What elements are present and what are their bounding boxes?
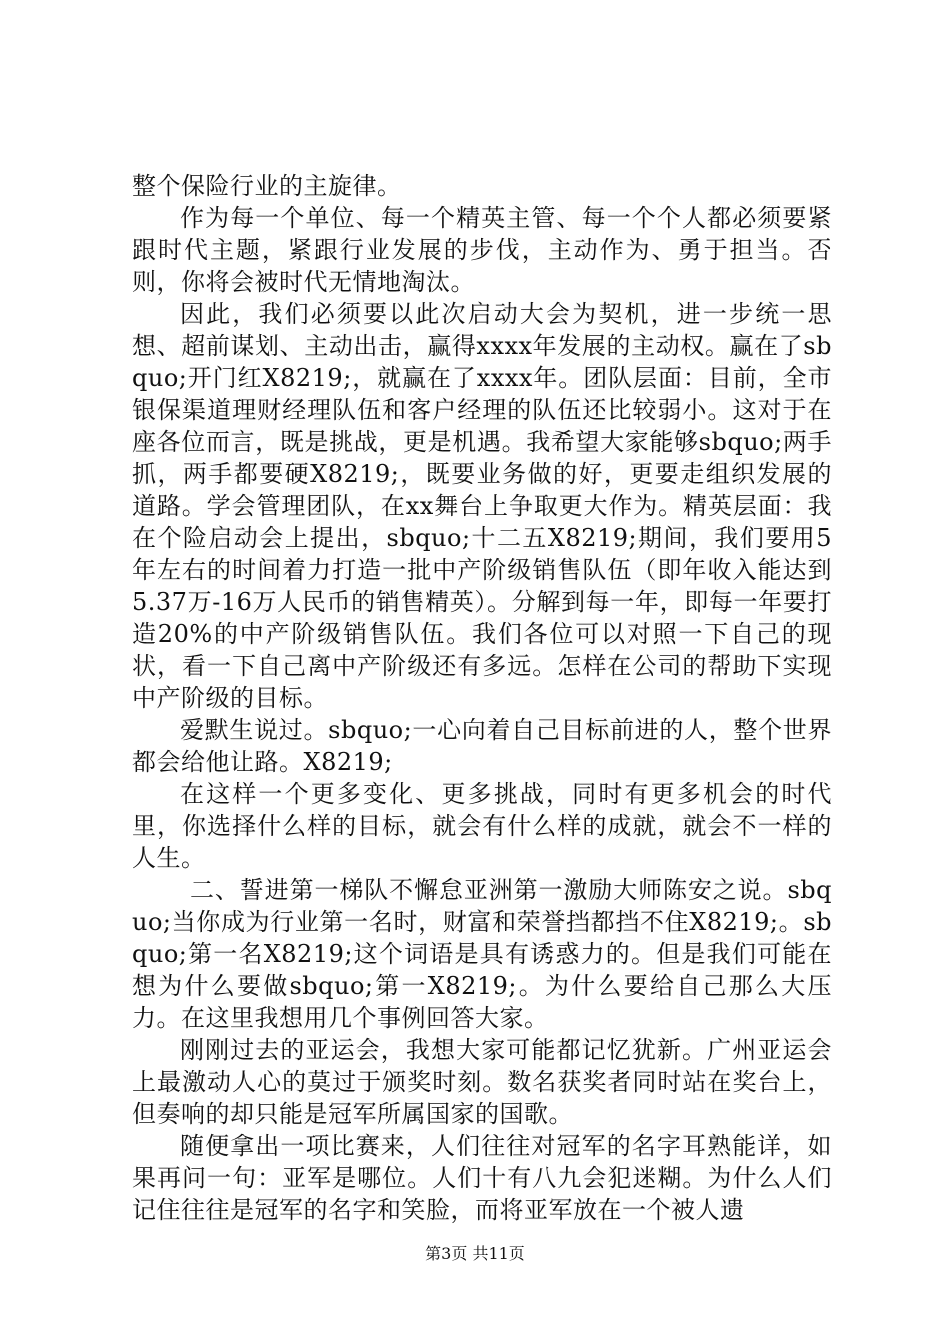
paragraph-5: 在这样一个更多变化、更多挑战，同时有更多机会的时代里，你选择什么样的目标，就会有什么样的成就，就会不一样的人生。 bbox=[132, 780, 832, 872]
page-footer bbox=[0, 1244, 950, 1264]
paragraph-3: 因此，我们必须要以此次启动大会为契机，进一步统一思想、超前谋划、主动出击，赢得xxxx年发展的主动权。赢在了sbquo;开门红X8219;，就赢在了xxxx年。团队层面：目前，全市银保渠道理财经理队伍和客户经理的队伍还比较弱小。这对于在座各位而言，既是挑战，更是机遇。我希望大家能够sbquo;两手抓，两手都要硬X8219;，既要业务做的好，更要走组织发展的道路。学会管理团队，在xx舞台上争取更大作为。精英层面：我在个险启动会上提出，sbquo;十二五X8219;期间，我们要用5年左右的时间着力打造一批中产阶级销售队伍（即年收入能达到5.37万-16万人民币的销售精英）。分解到每一年，即每一年要打造20%的中产阶级销售队伍。我们各位可以对照一下自己的现状，看一下自己离中产阶级还有多远。怎样在公司的帮助下实现中产阶级的目标。 bbox=[132, 300, 832, 712]
paragraph-2: 作为每一个单位、每一个精英主管、每一个个人都必须要紧跟时代主题，紧跟行业发展的步伐，主动作为、勇于担当。否则，你将会被时代无情地淘汰。 bbox=[132, 204, 832, 296]
paragraph-6: 二、誓进第一梯队不懈怠亚洲第一激励大师陈安之说。sbquo;当你成为行业第一名时，财富和荣誉挡都挡不住X8219;。sbquo;第一名X8219;这个词语是具有诱惑力的。但是我们可能在想为什么要做sbquo;第一X8219;。为什么要给自己那么大压力。在这里我想用几个事例回答大家。 bbox=[132, 876, 832, 1032]
paragraph-7: 刚刚过去的亚运会，我想大家可能都记忆犹新。广州亚运会上最激动人心的莫过于颁奖时刻。数名获奖者同时站在奖台上，但奏响的却只能是冠军所属国家的国歌。 bbox=[132, 1036, 832, 1128]
page-number-label: 第3页 共11页 bbox=[425, 1244, 525, 1263]
paragraph-4: 爱默生说过。sbquo;一心向着自己目标前进的人，整个世界都会给他让路。X8219; bbox=[132, 716, 832, 776]
paragraph-8: 随便拿出一项比赛来，人们往往对冠军的名字耳熟能详，如果再问一句：亚军是哪位。人们十有八九会犯迷糊。为什么人们记住往往是冠军的名字和笑脸，而将亚军放在一个被人遗 bbox=[132, 1132, 832, 1224]
paragraph-1: 整个保险行业的主旋律。 bbox=[132, 172, 402, 200]
document-body bbox=[132, 170, 832, 1226]
